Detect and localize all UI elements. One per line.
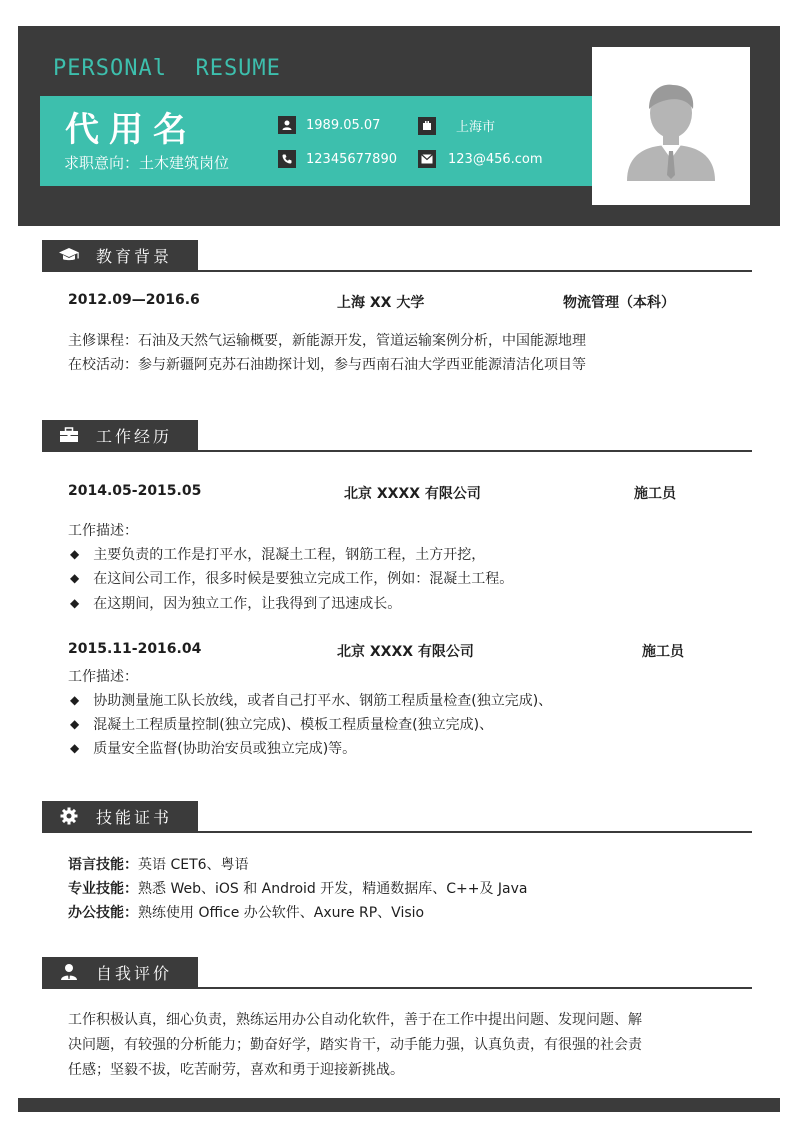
section-skills [42, 801, 752, 833]
work-2-role: 施工员 [642, 644, 684, 660]
section-tab [42, 420, 198, 450]
work-2-company: 北京 XXXX 有限公司 [337, 644, 474, 660]
brand-title: PERSONAl RESUME [53, 56, 281, 81]
phone-info [278, 150, 397, 168]
location-icon [418, 117, 436, 135]
avatar-icon [623, 71, 719, 181]
diamond-bullet-icon: ◆ [70, 717, 80, 731]
candidate-name: 代用名 [65, 110, 197, 150]
city: 上海市 [456, 120, 496, 135]
section-title: 自我评价 [96, 963, 173, 983]
section-education [42, 240, 752, 272]
section-title: 工作经历 [96, 426, 173, 446]
section-tab [42, 240, 198, 270]
section-tab [42, 801, 198, 831]
section-tab [42, 957, 198, 987]
email-info [418, 150, 543, 168]
section-title: 教育背景 [96, 246, 173, 266]
self-evaluation-text: 工作积极认真，细心负责，熟练运用办公自动化软件，善于在工作中提出问题、发现问题、解 决问题，有较强的分析能力；勤奋好学，踏实肯干，动手能力强，认真负责，有很强的社会责 任感；坚毅不拔，吃苦耐劳，喜欢和勇于迎接新挑战。 [68, 1012, 642, 1078]
footer-bar [18, 1098, 780, 1112]
birth-date: 1989.05.07 [306, 117, 381, 133]
section-title: 技能证书 [96, 807, 173, 827]
person-icon [278, 116, 296, 134]
section-self-evaluation [42, 957, 752, 989]
list-item: ◆ 主要负责的工作是打平水，混凝土工程，钢筋工程，土方开挖， [70, 547, 486, 563]
briefcase-icon [56, 425, 82, 445]
birth-info [278, 116, 380, 134]
list-item: ◆ 质量安全监督(协助治安员或独立完成)等。 [70, 741, 357, 757]
resume-header [18, 26, 780, 226]
diamond-bullet-icon: ◆ [70, 547, 80, 561]
name-banner [40, 96, 592, 186]
diamond-bullet-icon: ◆ [70, 741, 80, 755]
skill-language: 语言技能：英语 CET6、粤语 [68, 857, 249, 873]
edu-major: 物流管理（本科） [563, 295, 675, 311]
list-item: ◆ 在这间公司工作，很多时候是要独立完成工作，例如：混凝土工程。 [70, 571, 514, 587]
work-1-date: 2014.05-2015.05 [68, 483, 202, 499]
work-2-date: 2015.11-2016.04 [68, 641, 202, 657]
gear-icon [56, 806, 82, 826]
section-work [42, 420, 752, 452]
skill-office: 办公技能：熟练使用 Office 办公软件、Axure RP、Visio [68, 905, 425, 921]
user-icon [56, 962, 82, 982]
diamond-bullet-icon: ◆ [70, 571, 80, 585]
graduation-cap-icon [56, 245, 82, 265]
profile-photo [592, 47, 750, 205]
phone-icon [278, 150, 296, 168]
phone-number: 12345677890 [306, 151, 397, 167]
edu-school: 上海 XX 大学 [337, 295, 425, 311]
city-info [418, 116, 495, 135]
work-1-desc-label: 工作描述： [68, 523, 138, 539]
job-intent: 求职意向：土木建筑岗位 [64, 154, 230, 172]
diamond-bullet-icon: ◆ [70, 693, 80, 707]
edu-date: 2012.09—2016.6 [68, 292, 200, 308]
work-1-role: 施工员 [634, 486, 676, 502]
email-address: 123@456.com [448, 151, 543, 167]
list-item: ◆ 协助测量施工队长放线，或者自己打平水、钢筋工程质量检查(独立完成)、 [70, 693, 553, 709]
diamond-bullet-icon: ◆ [70, 596, 80, 610]
work-2-desc-label: 工作描述： [68, 669, 138, 685]
list-item: ◆ 在这期间，因为独立工作，让我得到了迅速成长。 [70, 596, 402, 612]
edu-courses: 主修课程：石油及天然气运输概要，新能源开发，管道运输案例分析，中国能源地理 [68, 333, 586, 349]
skill-professional: 专业技能：熟悉 Web、iOS 和 Android 开发，精通数据库、C++及 Java [68, 881, 528, 897]
work-1-company: 北京 XXXX 有限公司 [344, 486, 481, 502]
mail-icon [418, 150, 436, 168]
edu-activities: 在校活动：参与新疆阿克苏石油勘探计划，参与西南石油大学西亚能源清洁化项目等 [68, 357, 586, 373]
list-item: ◆ 混凝土工程质量控制(独立完成)、模板工程质量检查(独立完成)、 [70, 717, 494, 733]
